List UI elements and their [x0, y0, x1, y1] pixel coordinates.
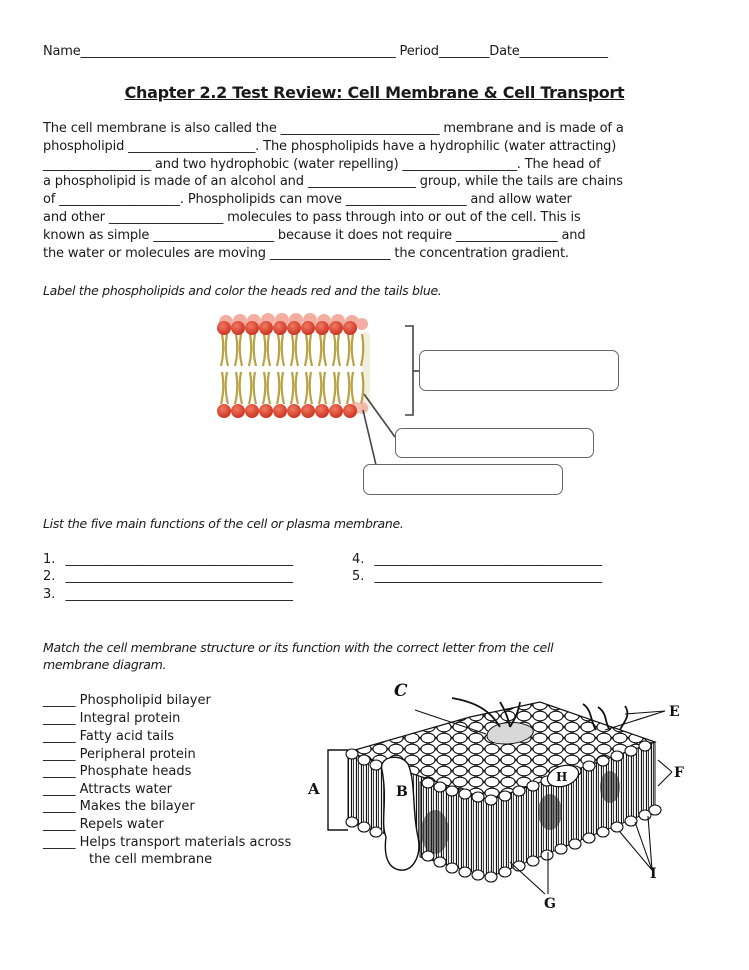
paragraph-line[interactable]: the water or molecules are moving ___________________ the concentration gradient. [43, 245, 569, 261]
diagram-label-g: G [544, 896, 556, 912]
function-blank[interactable]: ___________________________________ [65, 569, 294, 584]
answer-blank[interactable]: _____ [43, 764, 76, 779]
cell-membrane-diagram [300, 672, 720, 912]
match-label: Fatty acid tails [79, 729, 175, 744]
diagram-label-i: I [650, 866, 657, 882]
phospholipid-bilayer-illustration [212, 312, 372, 427]
match-label: Peripheral protein [79, 747, 196, 762]
period-field[interactable]: ________ [438, 44, 490, 59]
function-blank[interactable]: ___________________________________ [374, 552, 603, 567]
diagram-label-f: F [674, 765, 684, 781]
function-item-3[interactable] [43, 587, 293, 604]
answer-blank[interactable]: _____ [43, 693, 76, 708]
name-label: Name [43, 44, 81, 59]
diagram-label-b: B [396, 784, 408, 800]
paragraph-line[interactable]: known as simple ___________________ because it does not require ________________ and [43, 227, 586, 243]
function-item-4[interactable] [352, 552, 602, 569]
period-label: Period [399, 44, 439, 59]
function-number: 5. [352, 569, 365, 584]
match-item-peripheral-protein[interactable] [43, 747, 196, 765]
diagram-label-c: C [394, 681, 408, 701]
match-label: Phospholipid bilayer [79, 693, 211, 708]
head-label-box[interactable] [363, 464, 563, 495]
function-item-1[interactable] [43, 552, 293, 569]
paragraph-line[interactable]: phospholipid ____________________. The phospholipids have a hydrophilic (water attracting) [43, 138, 617, 154]
match-item-attracts-water[interactable] [43, 782, 172, 800]
match-label: Helps transport materials across [79, 835, 292, 850]
fill-in-paragraph [43, 120, 663, 262]
function-number: 2. [43, 569, 56, 584]
match-item-makes-bilayer[interactable] [43, 799, 195, 817]
answer-blank[interactable]: _____ [43, 799, 76, 814]
date-label: Date [489, 44, 520, 59]
function-number: 4. [352, 552, 365, 567]
function-blank[interactable]: ___________________________________ [65, 587, 294, 602]
match-item-phosphate-heads[interactable] [43, 764, 191, 782]
paragraph-line[interactable]: of ___________________. Phospholipids can move ___________________ and allow water [43, 192, 572, 208]
match-item-phospholipid-bilayer[interactable] [43, 693, 211, 711]
function-number: 3. [43, 587, 56, 602]
match-label: Attracts water [79, 782, 172, 797]
match-item-repels-water[interactable] [43, 817, 164, 835]
name-field[interactable]: __________________________________________________ [80, 44, 396, 59]
match-item-transport-continued: the cell membrane [89, 852, 213, 867]
date-field[interactable]: ______________ [519, 44, 608, 59]
match-item-integral-protein[interactable] [43, 711, 180, 729]
paragraph-line[interactable]: _________________ and two hydrophobic (water repelling) __________________. The head of [43, 156, 601, 172]
functions-instruction: List the five main functions of the cell or plasma membrane. [43, 516, 404, 531]
function-blank[interactable]: ___________________________________ [65, 552, 294, 567]
match-label: Repels water [79, 817, 164, 832]
matching-instruction-line2: membrane diagram. [43, 657, 167, 672]
tail-label-box[interactable] [395, 428, 594, 458]
diagram-label-e: E [669, 704, 680, 720]
answer-blank[interactable]: _____ [43, 711, 76, 726]
paragraph-line[interactable]: a phospholipid is made of an alcohol and _________________ group, while the tails are chains [43, 174, 623, 190]
diagram-label-h: H [556, 770, 568, 784]
function-item-5[interactable] [352, 569, 602, 586]
bilayer-label-box[interactable] [419, 350, 619, 391]
paragraph-line[interactable]: The cell membrane is also called the _________________________ membrane and is made of a [43, 121, 624, 136]
answer-blank[interactable]: _____ [43, 747, 76, 762]
match-label: Integral protein [79, 711, 181, 726]
matching-instruction-line1: Match the cell membrane structure or its function with the correct letter from the cell [43, 640, 554, 655]
answer-blank[interactable]: _____ [43, 782, 76, 797]
match-item-fatty-acid-tails[interactable] [43, 729, 174, 747]
diagram-label-a: A [308, 780, 320, 798]
answer-blank[interactable]: _____ [43, 817, 76, 832]
answer-blank[interactable]: _____ [43, 835, 76, 850]
paragraph-line[interactable]: and other __________________ molecules to pass through into or out of the cell. This is [43, 209, 581, 225]
student-info-header [43, 44, 708, 59]
function-item-2[interactable] [43, 569, 293, 586]
phospholipid-instruction: Label the phospholipids and color the heads red and the tails blue. [43, 283, 442, 298]
match-label: Makes the bilayer [79, 799, 195, 814]
match-label: Phosphate heads [79, 764, 192, 779]
answer-blank[interactable]: _____ [43, 729, 76, 744]
function-blank[interactable]: ___________________________________ [374, 569, 603, 584]
page-title: Chapter 2.2 Test Review: Cell Membrane & Cell Transport [124, 83, 625, 102]
function-number: 1. [43, 552, 56, 567]
match-item-transport[interactable] [43, 835, 291, 853]
